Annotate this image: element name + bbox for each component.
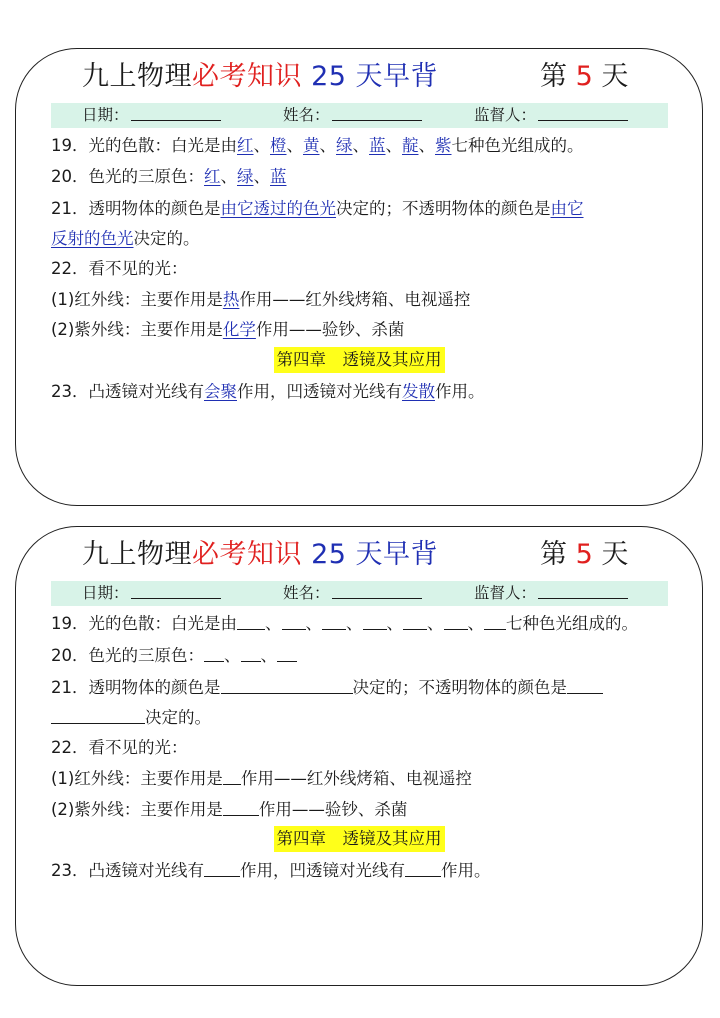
answer-blank[interactable] [223, 766, 241, 785]
info-bar [51, 103, 668, 128]
q20-sep: 、 [260, 646, 277, 665]
q23-answer-1: 会聚 [204, 382, 237, 401]
question-23 [51, 379, 485, 405]
q22-ir-suffix: 作用——红外线烤箱、电视遥控 [240, 769, 472, 788]
q22-uv-answer: 化学 [222, 320, 256, 339]
question-22-ir [51, 287, 470, 313]
question-21 [51, 675, 603, 701]
supervisor-label: 监督人： [474, 584, 537, 602]
answer-blank[interactable] [282, 611, 306, 630]
question-20 [51, 164, 287, 190]
chapter-heading: 第四章 透镜及其应用 [274, 347, 445, 373]
q23-middle: 作用，凹透镜对光线有 [240, 861, 405, 880]
date-blank[interactable] [131, 581, 221, 599]
day-label [540, 59, 628, 95]
practice-card [15, 526, 703, 986]
q23-middle: 作用，凹透镜对光线有 [237, 382, 402, 401]
day-suffix: 天 [592, 539, 629, 570]
q22-ir-suffix: 作用——红外线烤箱、电视遥控 [239, 290, 471, 309]
q19-answer: 橙 [270, 136, 287, 155]
supervisor-blank[interactable] [538, 103, 628, 121]
answer-blank[interactable] [241, 643, 261, 662]
date-label: 日期： [82, 584, 129, 602]
page-title [82, 537, 438, 573]
answer-blank[interactable] [237, 611, 265, 630]
q22-ir-prefix: (1)红外线：主要作用是 [51, 769, 223, 788]
title-part-black: 九上物理 [82, 61, 192, 92]
q19-sep: 、 [253, 136, 270, 155]
q19-sep: 、 [346, 614, 363, 633]
q20-answer: 绿 [237, 167, 254, 186]
answer-blank[interactable] [223, 797, 259, 816]
supervisor-field[interactable] [474, 581, 628, 606]
question-21 [51, 196, 584, 222]
q20-prefix: 20．色光的三原色： [51, 646, 204, 665]
answer-blank[interactable] [403, 611, 427, 630]
name-label: 姓名： [283, 106, 330, 124]
title-part-red: 必考知识 [192, 61, 302, 92]
question-21-cont [51, 226, 200, 252]
q19-sep: 、 [305, 614, 322, 633]
q23-suffix: 作用。 [441, 861, 491, 880]
answer-blank[interactable] [204, 858, 240, 877]
q21-suffix: 决定的。 [133, 229, 200, 248]
q19-answer: 蓝 [369, 136, 386, 155]
question-22-title: 22．看不见的光： [51, 259, 188, 278]
q19-answer: 绿 [336, 136, 353, 155]
chapter-heading-row [16, 347, 702, 373]
q20-sep: 、 [253, 167, 270, 186]
answer-card [15, 48, 703, 506]
question-22-ir [51, 766, 472, 792]
q19-sep: 、 [319, 136, 336, 155]
q23-suffix: 作用。 [435, 382, 485, 401]
supervisor-blank[interactable] [538, 581, 628, 599]
q19-sep: 、 [418, 136, 435, 155]
q20-answer: 蓝 [270, 167, 287, 186]
name-label: 姓名： [283, 584, 330, 602]
q23-answer-2: 发散 [402, 382, 435, 401]
q19-suffix: 七种色光组成的。 [451, 136, 584, 155]
q19-sep: 、 [467, 614, 484, 633]
q21-suffix: 决定的。 [145, 708, 211, 727]
q19-answer: 红 [237, 136, 254, 155]
q19-sep: 、 [286, 136, 303, 155]
q19-prefix: 19．光的色散：白光是由 [51, 614, 237, 633]
q21-prefix: 21．透明物体的颜色是 [51, 199, 221, 218]
q20-answer: 红 [204, 167, 221, 186]
answer-blank[interactable] [204, 643, 224, 662]
date-field[interactable] [82, 103, 221, 128]
day-prefix: 第 [540, 61, 576, 92]
supervisor-field[interactable] [474, 103, 628, 128]
q20-sep: 、 [220, 167, 237, 186]
question-19 [51, 133, 584, 159]
day-prefix: 第 [540, 539, 576, 570]
card-title-row [16, 537, 702, 575]
q19-sep: 、 [352, 136, 369, 155]
name-field[interactable] [283, 581, 422, 606]
answer-blank[interactable] [567, 675, 603, 694]
q21-middle: 决定的；不透明物体的颜色是 [336, 199, 551, 218]
supervisor-label: 监督人： [474, 106, 537, 124]
question-19 [51, 611, 638, 637]
date-label: 日期： [82, 106, 129, 124]
card-title-row [16, 59, 702, 97]
q21-answer-1: 由它透过的色光 [220, 199, 336, 218]
date-blank[interactable] [131, 103, 221, 121]
answer-blank[interactable] [322, 611, 346, 630]
answer-blank[interactable] [51, 705, 145, 724]
q22-uv-suffix: 作用——验钞、杀菌 [255, 320, 405, 339]
answer-blank[interactable] [484, 611, 506, 630]
title-part-black: 九上物理 [82, 539, 192, 570]
q20-prefix: 20．色光的三原色： [51, 167, 204, 186]
question-22-uv [51, 317, 404, 343]
title-part-blue: 25 天早背 [311, 61, 439, 92]
day-suffix: 天 [592, 61, 629, 92]
name-blank[interactable] [332, 581, 422, 599]
chapter-heading: 第四章 透镜及其应用 [274, 826, 445, 852]
q19-answer: 紫 [435, 136, 452, 155]
q22-uv-suffix: 作用——验钞、杀菌 [258, 800, 408, 819]
answer-blank[interactable] [363, 611, 387, 630]
day-number: 5 [575, 61, 593, 92]
question-22-title: 22．看不见的光： [51, 738, 188, 757]
q19-prefix: 19．光的色散：白光是由 [51, 136, 237, 155]
q21-answer-2a: 由它 [550, 199, 584, 218]
answer-blank[interactable] [221, 675, 353, 694]
q20-sep: 、 [224, 646, 241, 665]
q19-answer: 黄 [303, 136, 320, 155]
title-part-red: 必考知识 [192, 539, 302, 570]
q22-ir-prefix: (1)红外线：主要作用是 [51, 290, 223, 309]
page-title [82, 59, 438, 95]
q21-answer-2b: 反射的色光 [51, 229, 134, 248]
name-blank[interactable] [332, 103, 422, 121]
answer-blank[interactable] [444, 611, 468, 630]
q22-ir-answer: 热 [222, 290, 240, 309]
info-bar [51, 581, 668, 606]
q19-sep: 、 [385, 136, 402, 155]
q21-prefix: 21．透明物体的颜色是 [51, 678, 221, 697]
title-part-blue: 25 天早背 [311, 539, 439, 570]
q19-answer: 靛 [402, 136, 419, 155]
answer-blank[interactable] [277, 643, 297, 662]
q19-sep: 、 [265, 614, 282, 633]
name-field[interactable] [283, 103, 422, 128]
q22-uv-prefix: (2)紫外线：主要作用是 [51, 800, 223, 819]
q19-sep: 、 [386, 614, 403, 633]
question-22-uv [51, 797, 407, 823]
q23-prefix: 23．凸透镜对光线有 [51, 382, 204, 401]
q22-uv-prefix: (2)紫外线：主要作用是 [51, 320, 223, 339]
q19-suffix: 七种色光组成的。 [506, 614, 638, 633]
question-20 [51, 643, 297, 669]
day-label [540, 537, 628, 573]
q19-sep: 、 [427, 614, 444, 633]
day-number: 5 [575, 539, 593, 570]
question-23 [51, 858, 491, 884]
question-21-cont [51, 705, 211, 731]
answer-blank[interactable] [405, 858, 441, 877]
q23-prefix: 23．凸透镜对光线有 [51, 861, 204, 880]
q21-middle: 决定的；不透明物体的颜色是 [352, 678, 567, 697]
chapter-heading-row [16, 826, 702, 852]
date-field[interactable] [82, 581, 221, 606]
